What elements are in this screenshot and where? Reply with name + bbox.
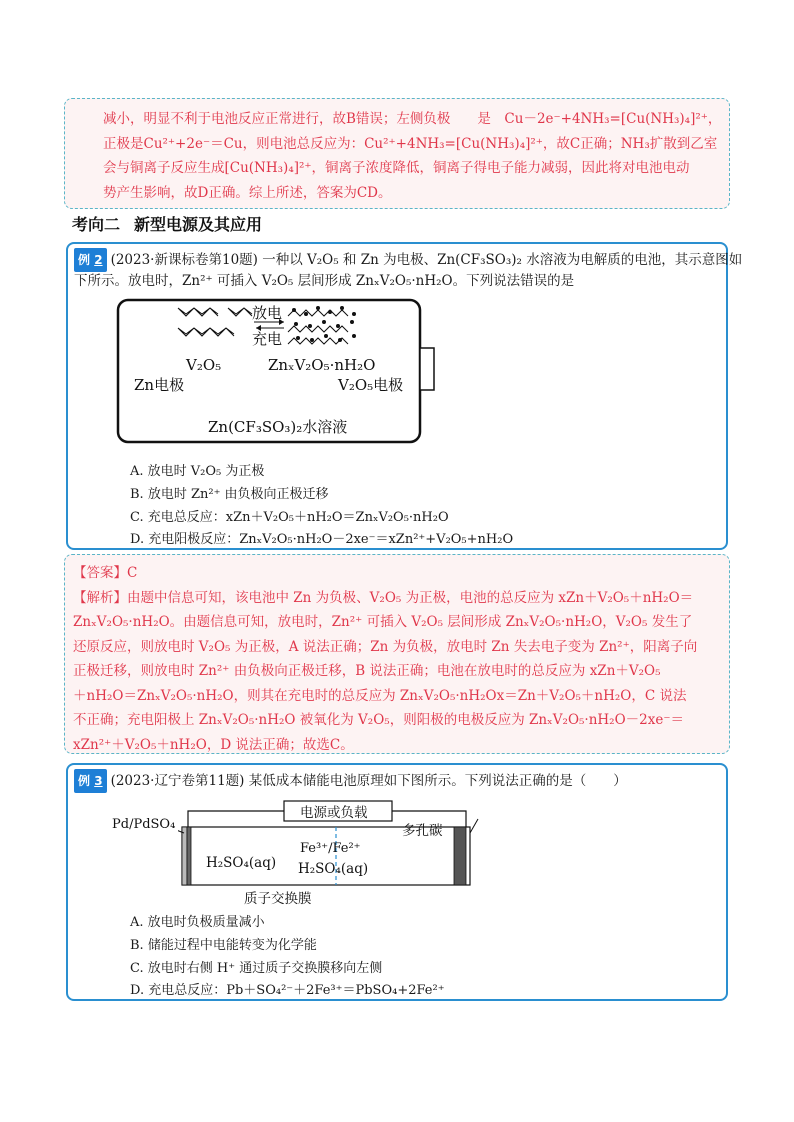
left-species-label: V₂O₅ xyxy=(186,356,222,374)
discharge-label: 放电 xyxy=(252,304,283,322)
example-2-option-d[interactable]: D. 充电阳极反应：ZnₓV₂O₅·nH₂O－2xe⁻＝xZn²⁺+V₂O₅+nH₂O xyxy=(130,532,514,547)
example-3-tag: 例 3 xyxy=(74,769,107,793)
example-3-option-b[interactable]: B. 储能过程中电能转变为化学能 xyxy=(130,938,317,953)
explanation-line: 减小，明显不利于电池反应正常进行，故B错误；左侧负极 是 Cu－2e⁻+4NH₃=[Cu(NH₃)₄]²⁺， xyxy=(103,111,722,127)
left-solution-label: H₂SO₄(aq) xyxy=(206,855,277,871)
example-2-option-b[interactable]: B. 放电时 Zn²⁺ 由负极向正极迁移 xyxy=(130,487,329,502)
section-title: 新型电源及其应用 xyxy=(134,215,263,234)
example-3-option-d[interactable]: D. 充电总反应：Pb＋SO₄²⁻＋2Fe³⁺＝PbSO₄+2Fe²⁺ xyxy=(130,983,445,998)
analysis-line: 还原反应，则放电时 V₂O₅ 为正极，A 说法正确；Zn 为负极，放电时 Zn 失去电子变为 Zn²⁺，阳离子向 xyxy=(73,638,698,655)
example-2-option-a[interactable]: A. 放电时 V₂O₅ 为正极 xyxy=(130,464,265,479)
explanation-line: 会与铜离子反应生成[Cu(NH₃)₄]²⁺，铜离子浓度降低，铜离子得电子能力减弱，因此将对电池电动 xyxy=(103,160,690,176)
example-2-box xyxy=(66,242,743,550)
analysis-line: xZn²⁺＋V₂O₅＋nH₂O，D 说法正确；故选C。 xyxy=(73,736,354,753)
section-header xyxy=(72,212,276,235)
example-3-stem: 例 3 (2023·辽宁卷第11题) 某低成本储能电池原理如下图所示。下列说法正确的是（ ） xyxy=(74,769,627,793)
example-2-option-c[interactable]: C. 充电总反应：xZn＋V₂O₅＋nH₂O＝ZnₓV₂O₅·nH₂O xyxy=(130,510,449,525)
analysis-line: ZnₓV₂O₅·nH₂O。由题信息可知，放电时，Zn²⁺ 可插入 V₂O₅ 层间形成 ZnₓV₂O₅·nH₂O，V₂O₅ 发生了 xyxy=(73,614,693,630)
porous-carbon-label: 多孔碳 xyxy=(402,823,443,839)
pd-electrode-label: Pd/PdSO₄ xyxy=(112,817,176,832)
example-3-box xyxy=(66,763,728,1001)
analysis-line: 不正确；充电阳极上 ZnₓV₂O₅·nH₂O 被氧化为 V₂O₅，则阳极的电极反应为 ZnₓV₂O₅·nH₂O－2xe⁻＝ xyxy=(73,712,684,728)
membrane-label: 质子交换膜 xyxy=(244,891,312,907)
zn-electrode-label: Zn电极 xyxy=(134,376,185,394)
power-load-label: 电源或负载 xyxy=(300,805,368,821)
example-3-option-c[interactable]: C. 放电时右侧 H⁺ 通过质子交换膜移向左侧 xyxy=(130,961,383,976)
analysis-line: 【解析】由题中信息可知，该电池中 Zn 为负极、V₂O₅ 为正极，电池的总反应为 xZn＋V₂O₅＋nH₂O＝ xyxy=(73,589,694,606)
example-2-tag: 例 2 xyxy=(74,248,107,272)
v2o5-electrode-label: V₂O₅电极 xyxy=(338,376,404,394)
analysis-line: 正极迁移，则放电时 Zn²⁺ 由负极向正极迁移，B 说法正确；电池在放电时的总反应为 xZn＋V₂O₅ xyxy=(73,663,661,679)
answer-label: 【答案】C xyxy=(73,565,138,581)
right-solution-label: H₂SO₄(aq) xyxy=(298,861,369,877)
example-2-stem-line2: 下所示。放电时，Zn²⁺ 可插入 V₂O₅ 层间形成 ZnₓV₂O₅·nH₂O。下列说法错误的是 xyxy=(74,273,575,289)
explanation-line: 势产生影响，故D正确。综上所述，答案为CD。 xyxy=(103,184,392,201)
explanation-line: 正极是Cu²⁺+2e⁻＝Cu，则电池总反应为：Cu²⁺+4NH₃=[Cu(NH₃)₄]²⁺，故C正确；NH₃扩散到乙室 xyxy=(103,135,718,152)
top-explanation-box xyxy=(64,98,730,209)
example-2-stem-line1: 例 2 (2023·新课标卷第10题) 一种以 V₂O₅ 和 Zn 为电极、Zn(CF₃SO₃)₂ 水溶液为电解质的电池，其示意图如 xyxy=(74,248,742,272)
analysis-line: ＋nH₂O＝ZnₓV₂O₅·nH₂O，则其在充电时的总反应为 ZnₓV₂O₅·nH₂Ox＝Zn＋V₂O₅＋nH₂O，C 说法 xyxy=(73,687,687,704)
section-number: 考向二 xyxy=(72,215,121,234)
right-species-label: ZnₓV₂O₅·nH₂O xyxy=(268,356,376,374)
fe-couple-label: Fe³⁺/Fe²⁺ xyxy=(300,841,361,856)
example-3-option-a[interactable]: A. 放电时负极质量减小 xyxy=(130,915,265,930)
charge-label: 充电 xyxy=(252,330,283,348)
electrolyte-label: Zn(CF₃SO₃)₂水溶液 xyxy=(208,418,348,436)
answer-box xyxy=(64,554,730,754)
